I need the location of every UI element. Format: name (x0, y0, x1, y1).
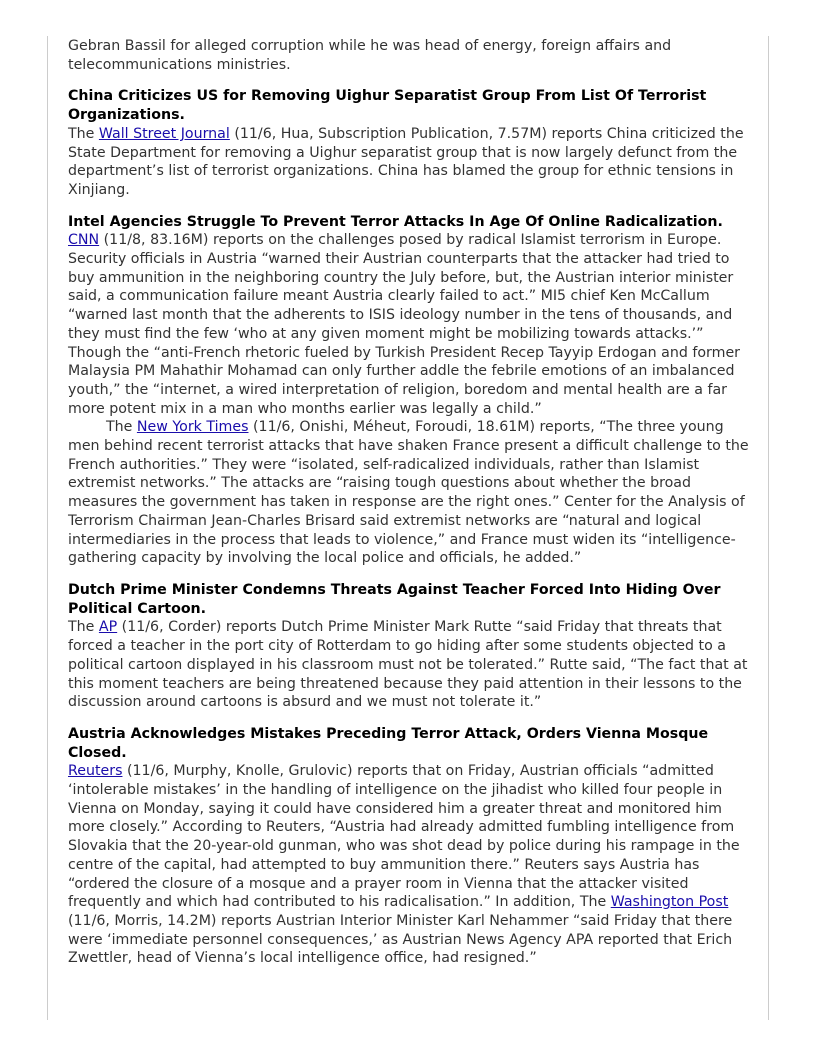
story-austria-mistakes (68, 725, 752, 968)
story-headline: Austria Acknowledges Mistakes Preceding Terror Attack, Orders Vienna Mosque Closed. (68, 725, 709, 761)
source-link-washington-post[interactable]: Washington Post (610, 894, 729, 911)
story-paragraph: The Wall Street Journal (11/6, Hua, Subscription Publication, 7.57M) reports China criticized the State Department for removing a Uighur separatist group that is now largely defunct from the department’s list of terrorist organizations. China has blamed the group for ethnic tensions in Xinjiang. (68, 125, 744, 198)
story-china-uighur (68, 87, 752, 199)
story-headline: China Criticizes US for Removing Uighur Separatist Group From List Of Terrorist Organizations. (68, 88, 707, 124)
story-headline: Dutch Prime Minister Condemns Threats Against Teacher Forced Into Hiding Over Political Cartoon. (68, 581, 721, 617)
source-link-new-york-times[interactable]: New York Times (136, 419, 249, 436)
story-intel-agencies (68, 213, 752, 568)
source-link-reuters[interactable]: Reuters (68, 763, 123, 780)
source-link-cnn[interactable]: CNN (68, 232, 100, 249)
story-paragraph: CNN (11/8, 83.16M) reports on the challenges posed by radical Islamist terrorism in Europe. Security officials in Austria “warned their Austrian counterparts that the attacker had tried to buy ammunition in the neighboring country the July before, but, the Austrian interior minister said, a communication failure meant Austria clearly failed to act.” MI5 chief Ken McCallum “warned last month that the adherents to ISIS ideology number in the tens of thousands, and they must find the few ‘who at any given moment might be mobilizing towards attacks.’” Though the “anti-French rhetoric fueled by Turkish President Recep Tayyip Erdogan and former Malaysia PM Mahathir Mohamad can only further addle the febrile emotions of an imbalanced youth,” the “internet, a wired interpretation of religion, boredom and mental health are a far more potent mix in a man who months earlier was legally a child.” (68, 232, 741, 417)
story-dutch-pm (68, 581, 752, 712)
lead-fragment: Gebran Bassil for alleged corruption while he was head of energy, foreign affairs and telecommunications ministries. (68, 38, 672, 73)
right-margin-rule (768, 36, 769, 1020)
story-paragraph: Reuters (11/6, Murphy, Knolle, Grulovic) reports that on Friday, Austrian officials “admitted ‘intolerable mistakes’ in the handling of intelligence on the jihadist who killed four people in Vienna on Monday, saying it could have considered him a greater threat and monitored him more closely.” According to Reuters, “Austria had already admitted fumbling intelligence from Slovakia that the 20-year-old gunman, who was shot dead by police during his rampage in the centre of the capital, had attempted to buy ammunition there.” Reuters says Austria has “ordered the closure of a mosque and a prayer room in Vienna that the attacker visited frequently and which had contributed to his radicalisation.” In addition, The Washington Post (11/6, Morris, 14.2M) reports Austrian Interior Minister Karl Nehammer “said Friday that there were ‘immediate personnel consequences,’ as Austrian News Agency APA reported that Erich Zwettler, head of Vienna’s local intelligence office, had resigned.” (68, 763, 740, 967)
story-headline: Intel Agencies Struggle To Prevent Terror Attacks In Age Of Online Radicalization. (68, 213, 723, 230)
source-link-ap[interactable]: AP (98, 619, 118, 636)
document-body (68, 37, 752, 981)
left-margin-rule (47, 36, 48, 1020)
story-paragraph: The AP (11/6, Corder) reports Dutch Prime Minister Mark Rutte “said Friday that threats that forced a teacher in the port city of Rotterdam to go hiding after some students objected to a political cartoon displayed in his classroom must not be tolerated.” Rutte said, “The fact that at this moment teachers are being threatened because they paid attention in their lessons to the discussion around cartoons is absurd and we must not tolerate it.” (68, 619, 748, 711)
source-link-wall-street-journal[interactable]: Wall Street Journal (98, 125, 230, 142)
story-paragraph: The New York Times (11/6, Onishi, Méheut, Foroudi, 18.61M) reports, “The three young men behind recent terrorist attacks that have shaken France present a difficult challenge to the French authorities.” They were “isolated, self-radicalized individuals, rather than Islamist extremist networks.” The attacks are “raising tough questions about whether the broad measures the government has taken in response are the right ones.” Center for the Analysis of Terrorism Chairman Jean-Charles Brisard said extremist networks are “natural and logical intermediaries in the process that leads to violence,” and France must widen its “intelligence-gathering capacity by involving the local police and officials, he added.” (68, 419, 749, 567)
